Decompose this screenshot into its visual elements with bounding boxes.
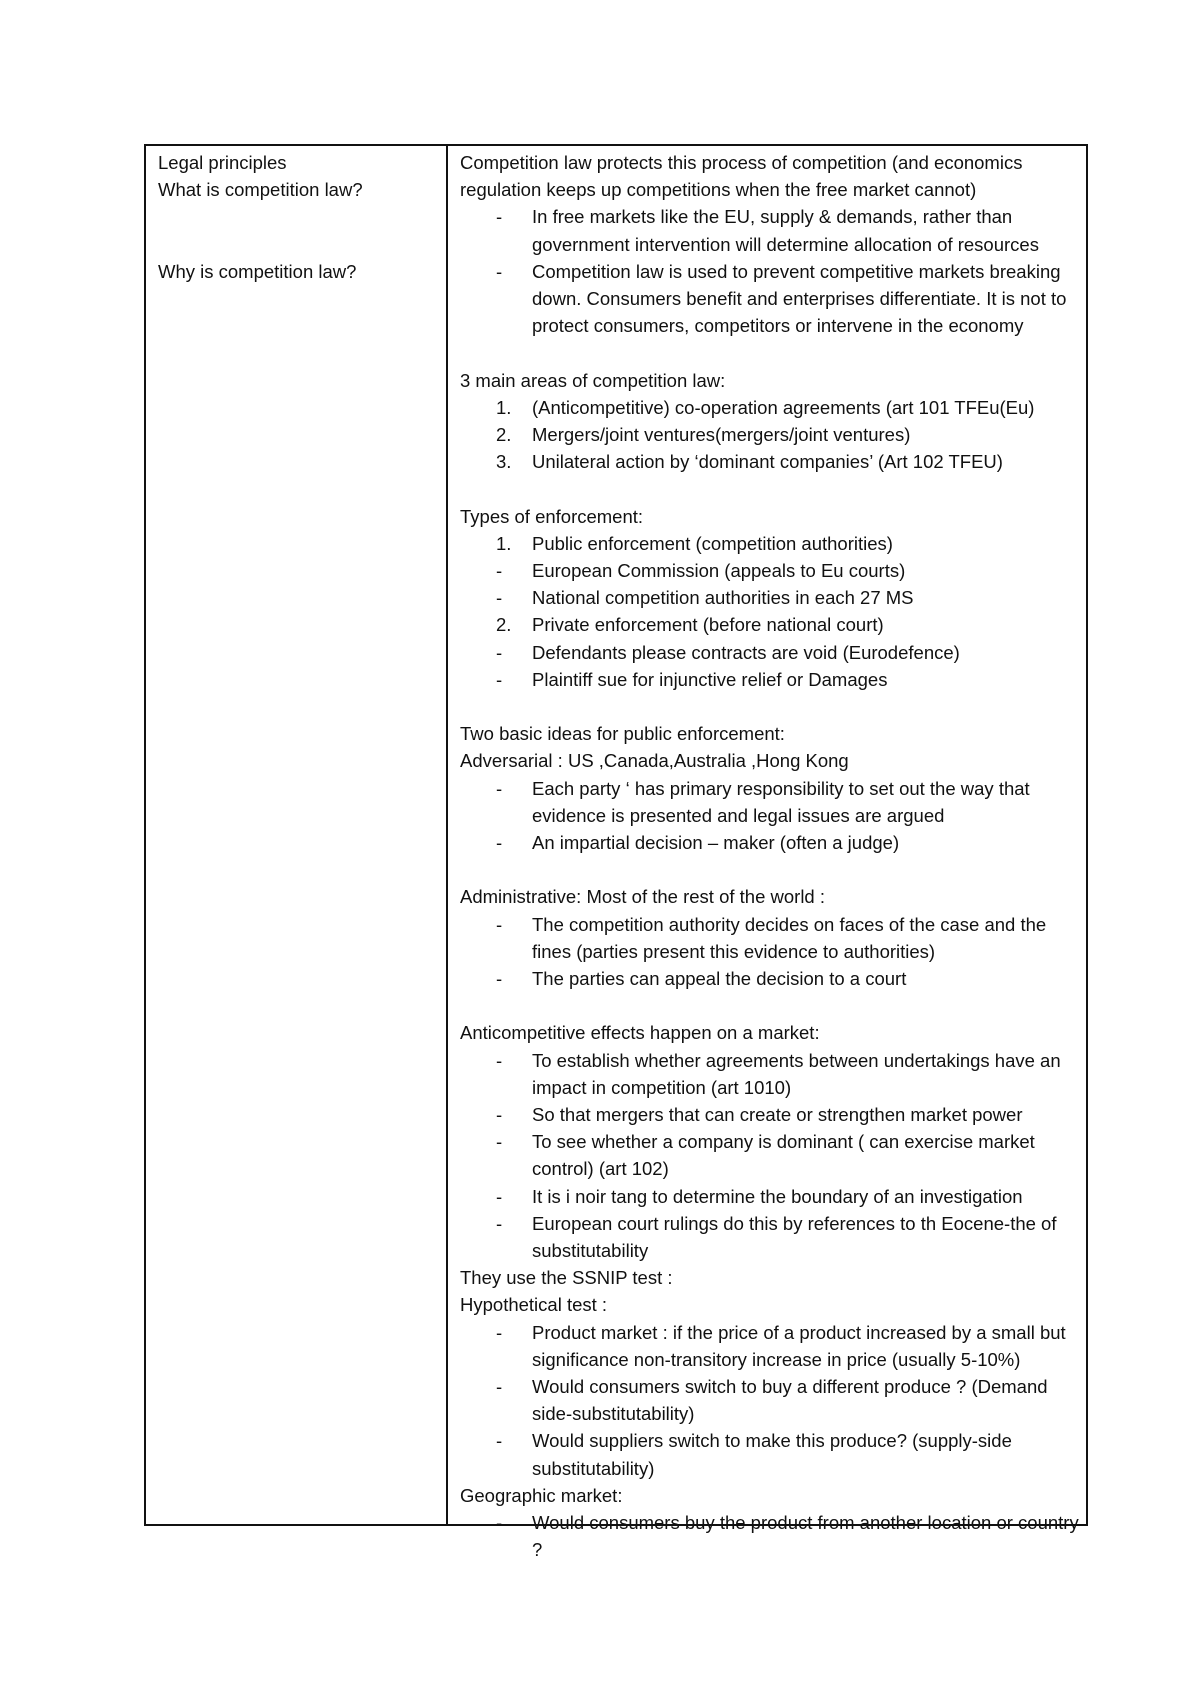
list-marker: - [496, 777, 503, 799]
list-marker: - [496, 1212, 503, 1234]
list-item-text: An impartial decision – maker (often a judge) [532, 832, 900, 854]
list-item-text: The parties can appeal the decision to a court [532, 968, 907, 990]
list-item [460, 557, 1080, 584]
list-marker: - [496, 913, 503, 935]
list-marker: - [496, 1430, 503, 1452]
left-line-blank [158, 203, 436, 230]
list-marker: 1. [496, 532, 512, 554]
paragraph-line: Adversarial : US ,Canada,Australia ,Hong Kong [460, 750, 849, 772]
list-item-text: Product market : if the price of a product increased by a small but significance non-transitory increase in price (usually 5-10%) [532, 1321, 1066, 1370]
list-item-text: Public enforcement (competition authorities) [532, 532, 893, 554]
list-marker: - [496, 587, 503, 609]
list-item [460, 584, 1080, 611]
list-marker: - [496, 1131, 503, 1153]
list-item [460, 965, 1080, 992]
list-marker: - [496, 206, 503, 228]
list-item [460, 448, 1080, 475]
list-item-text: Defendants please contracts are void (Eurodefence) [532, 641, 960, 663]
list-item-text: The competition authority decides on faces of the case and the fines (parties present this evidence to authorities) [532, 913, 1047, 962]
list-marker: - [496, 1321, 503, 1343]
list-item [460, 1373, 1080, 1427]
paragraph-line: Hypothetical test : [460, 1294, 608, 1316]
list-marker: - [496, 832, 503, 854]
list-item-text: Would consumers buy the product from another location or country ? [532, 1512, 1079, 1561]
list-item-text: European Commission (appeals to Eu courts) [532, 560, 906, 582]
list-item [460, 1047, 1080, 1101]
left-line-why-is: Why is competition law? [158, 260, 357, 282]
list-item-text: National competition authorities in each 27 MS [532, 587, 914, 609]
blank-line [460, 856, 1080, 883]
list-marker: - [496, 668, 503, 690]
list-marker: - [496, 1185, 503, 1207]
list-item [460, 1509, 1080, 1563]
list-item [460, 203, 1080, 257]
list-item-text: European court rulings do this by references to th Eocene-the of substitutability [532, 1212, 1057, 1262]
list-item-text: To see whether a company is dominant ( can exercise market control) (art 102) [532, 1131, 1035, 1180]
paragraph-line: They use the SSNIP test : [460, 1267, 673, 1289]
list-item [460, 775, 1080, 829]
list-item-text: So that mergers that can create or strengthen market power [532, 1104, 1023, 1126]
list-marker: - [496, 1104, 503, 1126]
list-item [460, 421, 1080, 448]
paragraph-line: 3 main areas of competition law: [460, 369, 726, 391]
list-item-text: Would consumers switch to buy a different produce ? (Demand side-substitutability) [532, 1376, 1048, 1425]
list-item-text: Each party ‘ has primary responsibility to set out the way that evidence is presented and legal issues are argued [532, 777, 1030, 826]
list-item-text: Unilateral action by ‘dominant companies’ (Art 102 TFEU) [532, 451, 1003, 473]
list-item [460, 1210, 1080, 1264]
blank-line [460, 992, 1080, 1019]
list-marker: - [496, 560, 503, 582]
paragraph-line: Administrative: Most of the rest of the world : [460, 886, 826, 908]
list-item [460, 1101, 1080, 1128]
list-item-text: In free markets like the EU, supply & demands, rather than government intervention will determine allocation of resources [532, 206, 1039, 255]
list-item [460, 1427, 1080, 1481]
blank-line [460, 693, 1080, 720]
list-item-text: Plaintiff sue for injunctive relief or Damages [532, 668, 888, 690]
list-item [460, 611, 1080, 638]
list-item-text: It is i noir tang to determine the boundary of an investigation [532, 1185, 1023, 1207]
notes-table [144, 144, 1088, 1561]
paragraph-line: Types of enforcement: [460, 505, 644, 527]
list-item [460, 1319, 1080, 1373]
right-column [448, 146, 1086, 1561]
list-item [460, 639, 1080, 666]
list-item-text: To establish whether agreements between undertakings have an impact in competition (art 1010) [532, 1049, 1061, 1098]
list-marker: - [496, 1512, 503, 1534]
list-item [460, 394, 1080, 421]
paragraph-line: Two basic ideas for public enforcement: [460, 723, 785, 745]
left-column [146, 146, 448, 1524]
list-item [460, 829, 1080, 856]
list-item [460, 530, 1080, 557]
list-item-text: Would suppliers switch to make this produce? (supply-side substitutability) [532, 1430, 1012, 1479]
paragraph-line: Geographic market: [460, 1484, 623, 1506]
list-item [460, 666, 1080, 693]
list-marker: 2. [496, 614, 512, 636]
list-marker: 1. [496, 396, 512, 418]
list-item [460, 258, 1080, 340]
list-item [460, 911, 1080, 965]
list-item [460, 1183, 1080, 1210]
left-line-what-is: What is competition law? [158, 179, 363, 201]
list-item-text: Mergers/joint ventures(mergers/joint ventures) [532, 424, 911, 446]
blank-line [460, 339, 1080, 366]
list-marker: - [496, 260, 503, 282]
list-item-text: (Anticompetitive) co-operation agreements (art 101 TFEu(Eu) [532, 396, 1035, 418]
paragraph-line: Anticompetitive effects happen on a market: [460, 1022, 820, 1044]
left-line-blank [158, 231, 436, 258]
list-marker: 3. [496, 451, 512, 473]
list-marker: - [496, 968, 503, 990]
paragraph-line: Competition law protects this process of competition (and economics regulation keeps up competitions when the free market cannot) [460, 152, 1023, 201]
list-marker: - [496, 1049, 503, 1071]
list-marker: - [496, 641, 503, 663]
left-line-legal-principles: Legal principles [158, 152, 287, 173]
list-item-text: Competition law is used to prevent competitive markets breaking down. Consumers benefit and enterprises differentiate. It is not to protect consumers, competitors or intervene in the economy [532, 260, 1067, 337]
list-item [460, 1128, 1080, 1182]
list-marker: - [496, 1376, 503, 1398]
blank-line [460, 475, 1080, 502]
list-marker: 2. [496, 424, 512, 446]
list-item-text: Private enforcement (before national court) [532, 614, 884, 636]
